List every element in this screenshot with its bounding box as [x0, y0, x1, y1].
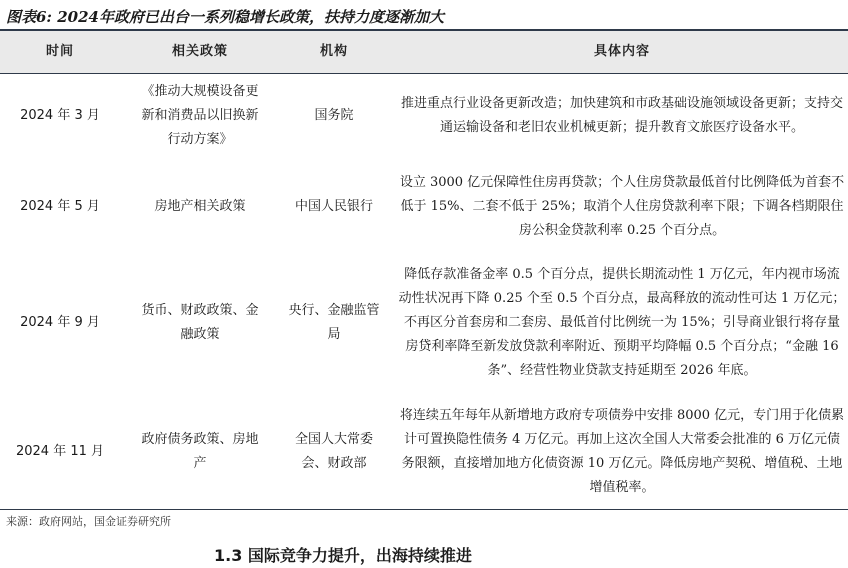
- table-bottom-rule: [0, 509, 848, 510]
- table-row: [0, 164, 848, 250]
- row-policy: 《推动大规模设备更新和消费品以旧换新行动方案》: [141, 84, 259, 147]
- row-time: 2024 年 5 月: [20, 199, 100, 214]
- row-org: 央行、金融监管局: [288, 302, 380, 342]
- row-content: 将连续五年每年从新增地方政府专项债券中安排 8000 亿元，专门用于化债累计可置换隐性债务 4 万亿元。再加上这次全国人大常委会批准的 6 万亿元债务限额，直接增加地方化债资源 10 万亿元。降低房地产契税、增值税、土地增值税率。: [399, 408, 845, 495]
- row-policy: 政府债务政策、房地产: [141, 432, 259, 471]
- row-content: 推进重点行业设备更新改造；加快建筑和市政基础设施领域设备更新；支持交通运输设备和老旧农业机械更新；提升教育文旅医疗设备水平。: [400, 96, 843, 135]
- row-policy: 货币、财政政策、金融政策: [141, 302, 259, 342]
- column-header-content: 具体内容: [593, 44, 650, 59]
- figure-title: 图表6: 2024年政府已出台一系列稳增长政策，扶持力度逐渐加大: [6, 8, 444, 26]
- table-header: [0, 31, 848, 73]
- row-org: 全国人大常委会、财政部: [294, 432, 373, 471]
- column-header-time: 时间: [45, 44, 74, 59]
- row-time: 2024 年 9 月: [20, 314, 100, 330]
- table-row: [0, 255, 848, 390]
- row-content: 设立 3000 亿元保障性住房再贷款；个人住房贷款最低首付比例降低为首套不低于 15%、二套不低于 25%；取消个人住房贷款利率下限；下调各档期限住房公积金贷款利率 0.25 个百分点。: [399, 175, 845, 238]
- row-time: 2024 年 11 月: [15, 444, 105, 459]
- row-org: 国务院: [314, 108, 354, 123]
- row-org: 中国人民银行: [294, 199, 373, 214]
- table-row: [0, 398, 848, 506]
- column-header-org: 机构: [319, 44, 348, 59]
- table-row: [0, 76, 848, 156]
- row-policy: 房地产相关政策: [154, 199, 246, 214]
- row-content: 降低存款准备金率 0.5 个百分点，提供长期流动性 1 万亿元，年内视市场流动性状况再下降 0.25 个至 0.5 个百分点，最高释放的流动性可达 1 万亿元；不再区分首套房和二套房、最低首付比例统一为 15%；引导商业银行将存量房贷利率降至新发放贷款利率附近、预期平均降幅 0.5 个百分点；“金融 16 条”、经营性物业贷款支持延期至 2026 年底。: [398, 266, 846, 378]
- next-section-heading: 1.3 国际竞争力提升，出海持续推进: [214, 546, 472, 565]
- source-note: 来源：政府网站，国金证券研究所: [6, 515, 171, 528]
- row-time: 2024 年 3 月: [20, 108, 100, 123]
- column-header-policy: 相关政策: [171, 44, 228, 59]
- table-header-rule: [0, 73, 848, 74]
